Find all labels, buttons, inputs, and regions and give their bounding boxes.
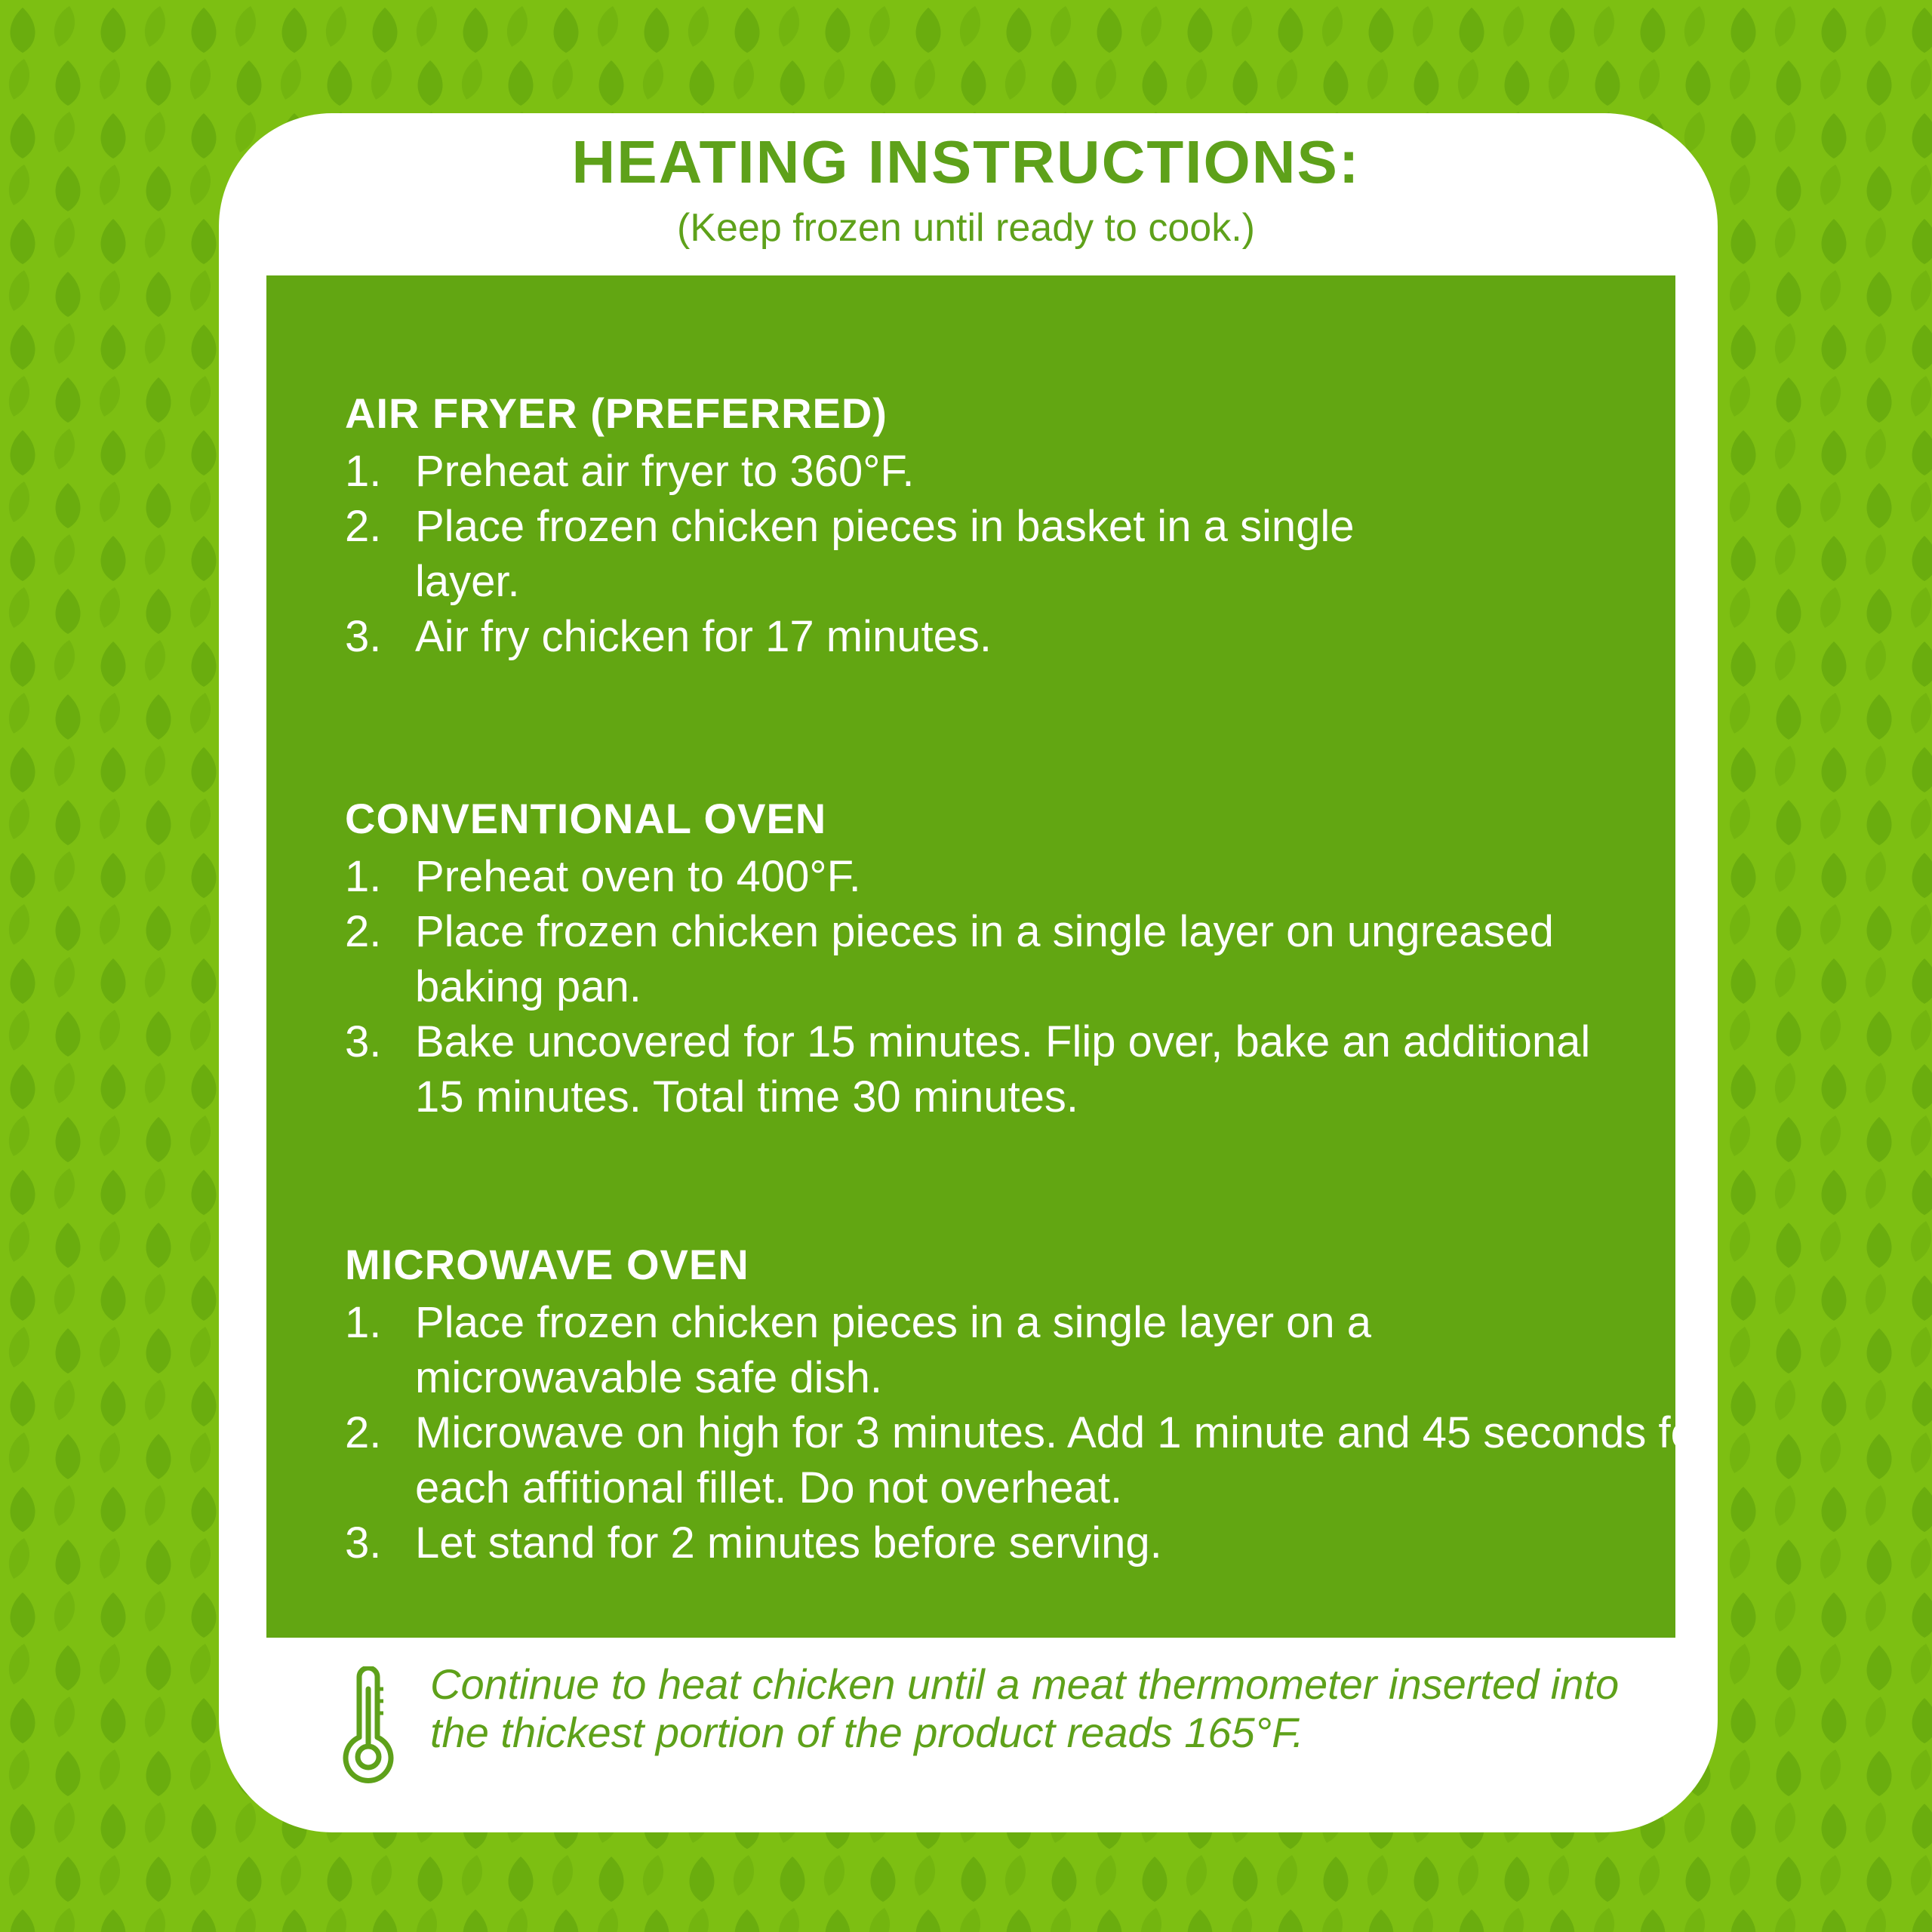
step-item (345, 1405, 1713, 1515)
page-subtitle: (Keep frozen until ready to cook.) (677, 206, 1255, 250)
step-number: 1. (345, 1298, 382, 1347)
step-item (345, 904, 1562, 1014)
step-text: Place frozen chicken pieces in a single layer on a microwavable safe dish. (415, 1298, 1372, 1402)
thermometer-note: Continue to heat chicken until a meat thermometer inserted into the thickest portion of the product reads 165°F. (430, 1660, 1620, 1756)
step-number: 1. (345, 447, 382, 496)
section-heading: CONVENTIONAL OVEN (345, 795, 827, 842)
step-text: Bake uncovered for 15 minutes. Flip over, bake an additional 15 minutes. Total time 30 minutes. (415, 1017, 1591, 1121)
section-heading: MICROWAVE OVEN (345, 1241, 749, 1288)
step-item (345, 1014, 1623, 1124)
step-number: 3. (345, 1017, 382, 1066)
step-text: Air fry chicken for 17 minutes. (415, 612, 992, 661)
section-air-fryer (345, 383, 1643, 664)
section-conventional-oven (345, 789, 1643, 1124)
step-item (345, 609, 1643, 664)
step-text: Microwave on high for 3 minutes. Add 1 minute and 45 seconds for each affitional fillet. Do not overheat. (415, 1408, 1710, 1512)
thermometer-icon (338, 1666, 398, 1787)
step-number: 3. (345, 612, 382, 661)
step-list (345, 849, 1643, 1124)
step-item (345, 1515, 1643, 1571)
step-text: Preheat oven to 400°F. (415, 852, 861, 901)
step-item (345, 849, 1643, 904)
step-list (345, 1295, 1710, 1571)
step-item (345, 1295, 1562, 1405)
section-heading: AIR FRYER (PREFERRED) (345, 389, 888, 437)
step-item (345, 444, 1643, 499)
step-text: Let stand for 2 minutes before serving. (415, 1518, 1162, 1567)
step-text: Preheat air fryer to 360°F. (415, 447, 915, 496)
step-number: 1. (345, 852, 382, 901)
section-microwave-oven (345, 1235, 1710, 1571)
step-number: 3. (345, 1518, 382, 1567)
step-item (345, 499, 1396, 609)
step-text: Place frozen chicken pieces in basket in a single layer. (415, 502, 1355, 606)
step-text: Place frozen chicken pieces in a single layer on ungreased baking pan. (415, 907, 1554, 1011)
step-number: 2. (345, 502, 382, 551)
step-list (345, 444, 1643, 664)
step-number: 2. (345, 1408, 382, 1457)
page-title: HEATING INSTRUCTIONS: (571, 128, 1361, 195)
step-number: 2. (345, 907, 382, 956)
